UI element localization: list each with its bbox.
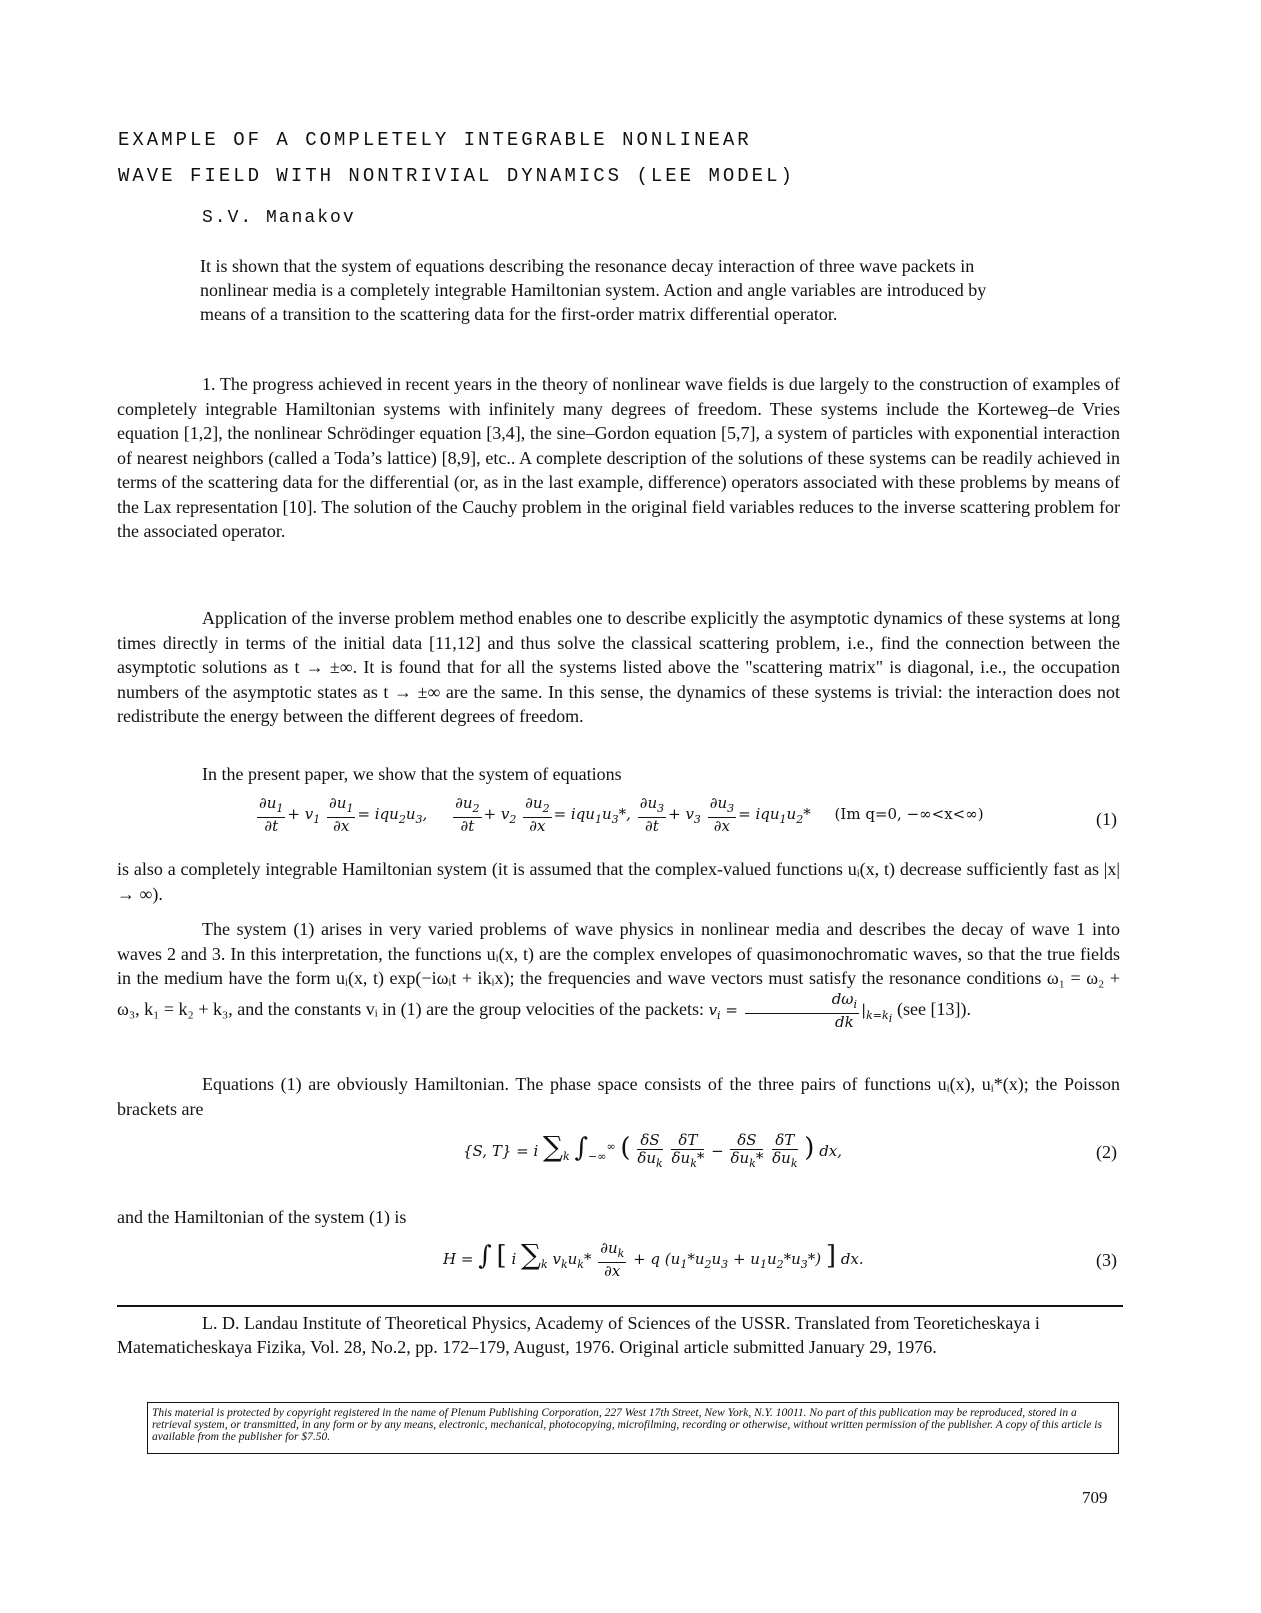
section-1 (117, 372, 1120, 544)
paragraph-5-text: The system (1) arises in very varied problems of wave physics in nonlinear media and describes the decay of wave 1 into waves 2 and 3. In this interpretation, the functions uᵢ(x, t) are the complex envelopes of quasimonochromatic waves, so that the true fields in the medium have the form uᵢ(x, t) exp(−iωᵢt + ikᵢx); the frequencies and wave vectors must satisfy the resonance conditions ω₁ = ω₂ + ω₃, k₁ = k₂ + k₃, and the constants vᵢ in (1) are the group velocities of the packets: (117, 919, 1120, 1019)
footnote-divider (117, 1305, 1123, 1307)
equation-3-number: (3) (1096, 1250, 1117, 1270)
affiliation-text: L. D. Landau Institute of Theoretical Physics, Academy of Sciences of the USSR. Translated from Teoreticheskaya i Matematicheskaya Fizika, Vol. 28, No.2, pp. 172–179, August, 1976. Original article submitted January 29, 1976. (117, 1313, 1040, 1357)
equation-2-number: (2) (1096, 1142, 1117, 1162)
title-line-1: EXAMPLE OF A COMPLETELY INTEGRABLE NONLINEAR (118, 129, 752, 151)
paragraph-1: 1. The progress achieved in recent years in the theory of nonlinear wave fields is due largely to the construction of examples of completely integrable Hamiltonian systems with infinitely many degrees of freedom. These systems include the Korteweg–de Vries equation [1,2], the nonlinear Schrödinger equation [3,4], the sine–Gordon equation [5,7], a system of particles with exponential interaction of nearest neighbors (called a Toda’s lattice) [8,9], etc.. A complete description of the solutions of these systems can be readily achieved in terms of the scattering data for the differential (or, as in the last example, difference) operators associated with these problems by means of the Lax representation [10]. The solution of the Cauchy problem in the original field variables reduces to the inverse scattering problem for the associated operator. (117, 374, 1120, 541)
paragraph-4: is also a completely integrable Hamiltonian system (it is assumed that the complex-valued functions uᵢ(x, t) decrease sufficiently fast as |x| → ∞). (117, 859, 1120, 904)
paragraph-7: and the Hamiltonian of the system (1) is (117, 1207, 407, 1227)
equation-1-number: (1) (1096, 809, 1117, 829)
section-6 (117, 1072, 1120, 1121)
title-line-2: WAVE FIELD WITH NONTRIVIAL DYNAMICS (LEE MODEL) (118, 165, 795, 187)
paragraph-3: In the present paper, we show that the system of equations (202, 764, 622, 784)
group-velocity-formula: $v_i$ = $\frac{d\omega_i}{dk}$ $|_{k=k_i}$ (708, 989, 893, 1031)
section-7 (117, 1205, 1120, 1230)
equation-2 (117, 1128, 1117, 1184)
equation-2-body: {S, T} = i $\sum_k$ $\int_{-\infty}^\infty$ ( $\frac{\delta S}{\delta u_k}$ $\frac{\delta T}{\delta u_k*}$ − $\frac{\delta S}{\delta u_k*}$ $\frac{\delta T}{\delta u_k}$ ) dx, (463, 1130, 843, 1170)
section-4 (117, 857, 1120, 906)
equation-3-body: H = ∫ [ i $\sum_k$ $v_ku_k*$ $\frac{\partial u_k}{\partial x}$ + q $(u_1*u_2u_3 + u_1u_2*u_3*)$ ] dx. (443, 1238, 864, 1280)
affiliation-note (117, 1311, 1120, 1359)
abstract (200, 254, 1030, 326)
paragraph-5 (117, 917, 1120, 1031)
paragraph-5-tail: (see [13]). (897, 998, 971, 1019)
author-name: S.V. Manakov (202, 208, 356, 228)
abstract-text: It is shown that the system of equations describing the resonance decay interaction of three wave packets in nonlinear media is a completely integrable Hamiltonian system. Action and angle variables are introduced by means of a transition to the scattering data for the first-order matrix differential operator. (200, 256, 987, 324)
equation-1-body: $\frac{\partial u_1}{\partial t}$ + $v_1$ $\frac{\partial u_1}{\partial x}$ = $iqu_2u_3$, $\frac{\partial u_2}{\partial t}$ + $v_2$ $\frac{\partial u_2}{\partial x}$ = $iqu_1u_3*$, $\frac{\partial u_3}{\partial t}$ + $v_3$ $\frac{\partial u_3}{\partial x}$ = $iqu_1u_2*$ (Im q=0, −∞<x<∞) (259, 794, 984, 835)
paper-title (118, 122, 795, 194)
section-5 (117, 917, 1120, 1031)
paragraph-2: Application of the inverse problem method enables one to describe explicitly the asymptotic dynamics of these systems at long times directly in terms of the initial data [11,12] and thus solve the classical scattering problem, i.e., find the connection between the asymptotic solutions as t → ±∞. It is found that for all the systems listed above the "scattering matrix" is diagonal, i.e., the occupation numbers of the asymptotic states as t → ±∞ are the same. In this sense, the dynamics of these systems is trivial: the interaction does not redistribute the energy between the different degrees of freedom. (117, 608, 1120, 726)
equation-1-condition: (Im q=0, −∞<x<∞) (834, 805, 984, 823)
equation-3 (117, 1236, 1117, 1292)
section-2 (117, 606, 1120, 729)
equation-1 (117, 795, 1117, 847)
copyright-notice: This material is protected by copyright registered in the name of Plenum Publishing Corporation, 227 West 17th Street, New York, N.Y. 10011. No part of this publication may be reproduced, stored in a retrieval system, or transmitted, in any form or by any means, electronic, mechanical, photocopying, microfilming, recording or otherwise, without written permission of the publisher. A copy of this article is available from the publisher for $7.50. (147, 1402, 1119, 1454)
section-3 (117, 762, 1120, 787)
page-number: 709 (1082, 1488, 1108, 1507)
paragraph-6: Equations (1) are obviously Hamiltonian. The phase space consists of the three pairs of functions uᵢ(x), uᵢ*(x); the Poisson brackets are (117, 1074, 1120, 1119)
